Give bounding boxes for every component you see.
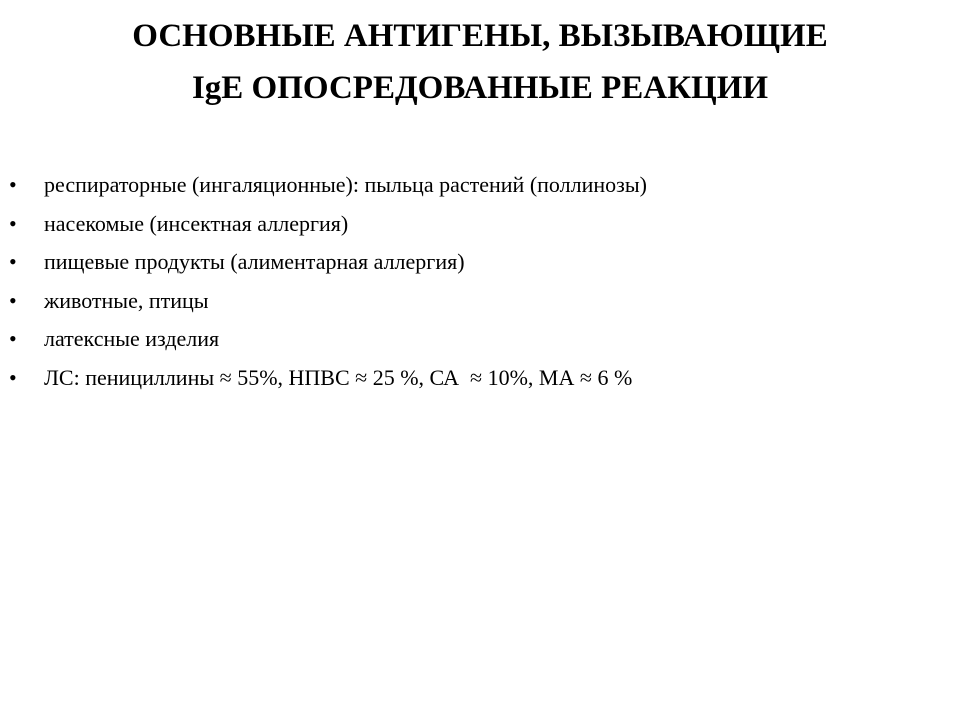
bullet-icon: • bbox=[9, 326, 17, 351]
list-item bbox=[0, 166, 960, 205]
bullet-icon: • bbox=[9, 287, 17, 313]
list-item-text: пищевые продукты (алиментарная аллергия) bbox=[44, 249, 465, 274]
bullet-icon: • bbox=[9, 364, 17, 390]
bullet-icon: • bbox=[9, 249, 17, 274]
bullet-icon: • bbox=[9, 210, 17, 236]
list-item-text: животные, птицы bbox=[44, 287, 209, 313]
slide-title-line-2: IgE ОПОСРЕДОВАННЫЕ РЕАКЦИИ bbox=[191, 70, 769, 106]
list-item-text: ЛС: пенициллины ≈ 55%, НПВС ≈ 25 %, СА ≈ 10%, МА ≈ 6 % bbox=[44, 364, 633, 390]
list-item-text: латексные изделия bbox=[44, 326, 220, 351]
list-item bbox=[0, 282, 960, 321]
bullet-icon: • bbox=[9, 172, 17, 197]
slide-title-line-1: ОСНОВНЫЕ АНТИГЕНЫ, ВЫЗЫВАЮЩИЕ bbox=[132, 18, 828, 54]
list-item bbox=[0, 243, 960, 282]
list-item-text: насекомые (инсектная аллергия) bbox=[44, 210, 349, 236]
list-item bbox=[0, 359, 960, 398]
slide-title bbox=[0, 10, 960, 114]
list-item bbox=[0, 320, 960, 359]
antigen-list bbox=[0, 166, 960, 397]
list-item bbox=[0, 205, 960, 244]
list-item-text: респираторные (ингаляционные): пыльца растений (поллинозы) bbox=[44, 172, 647, 197]
